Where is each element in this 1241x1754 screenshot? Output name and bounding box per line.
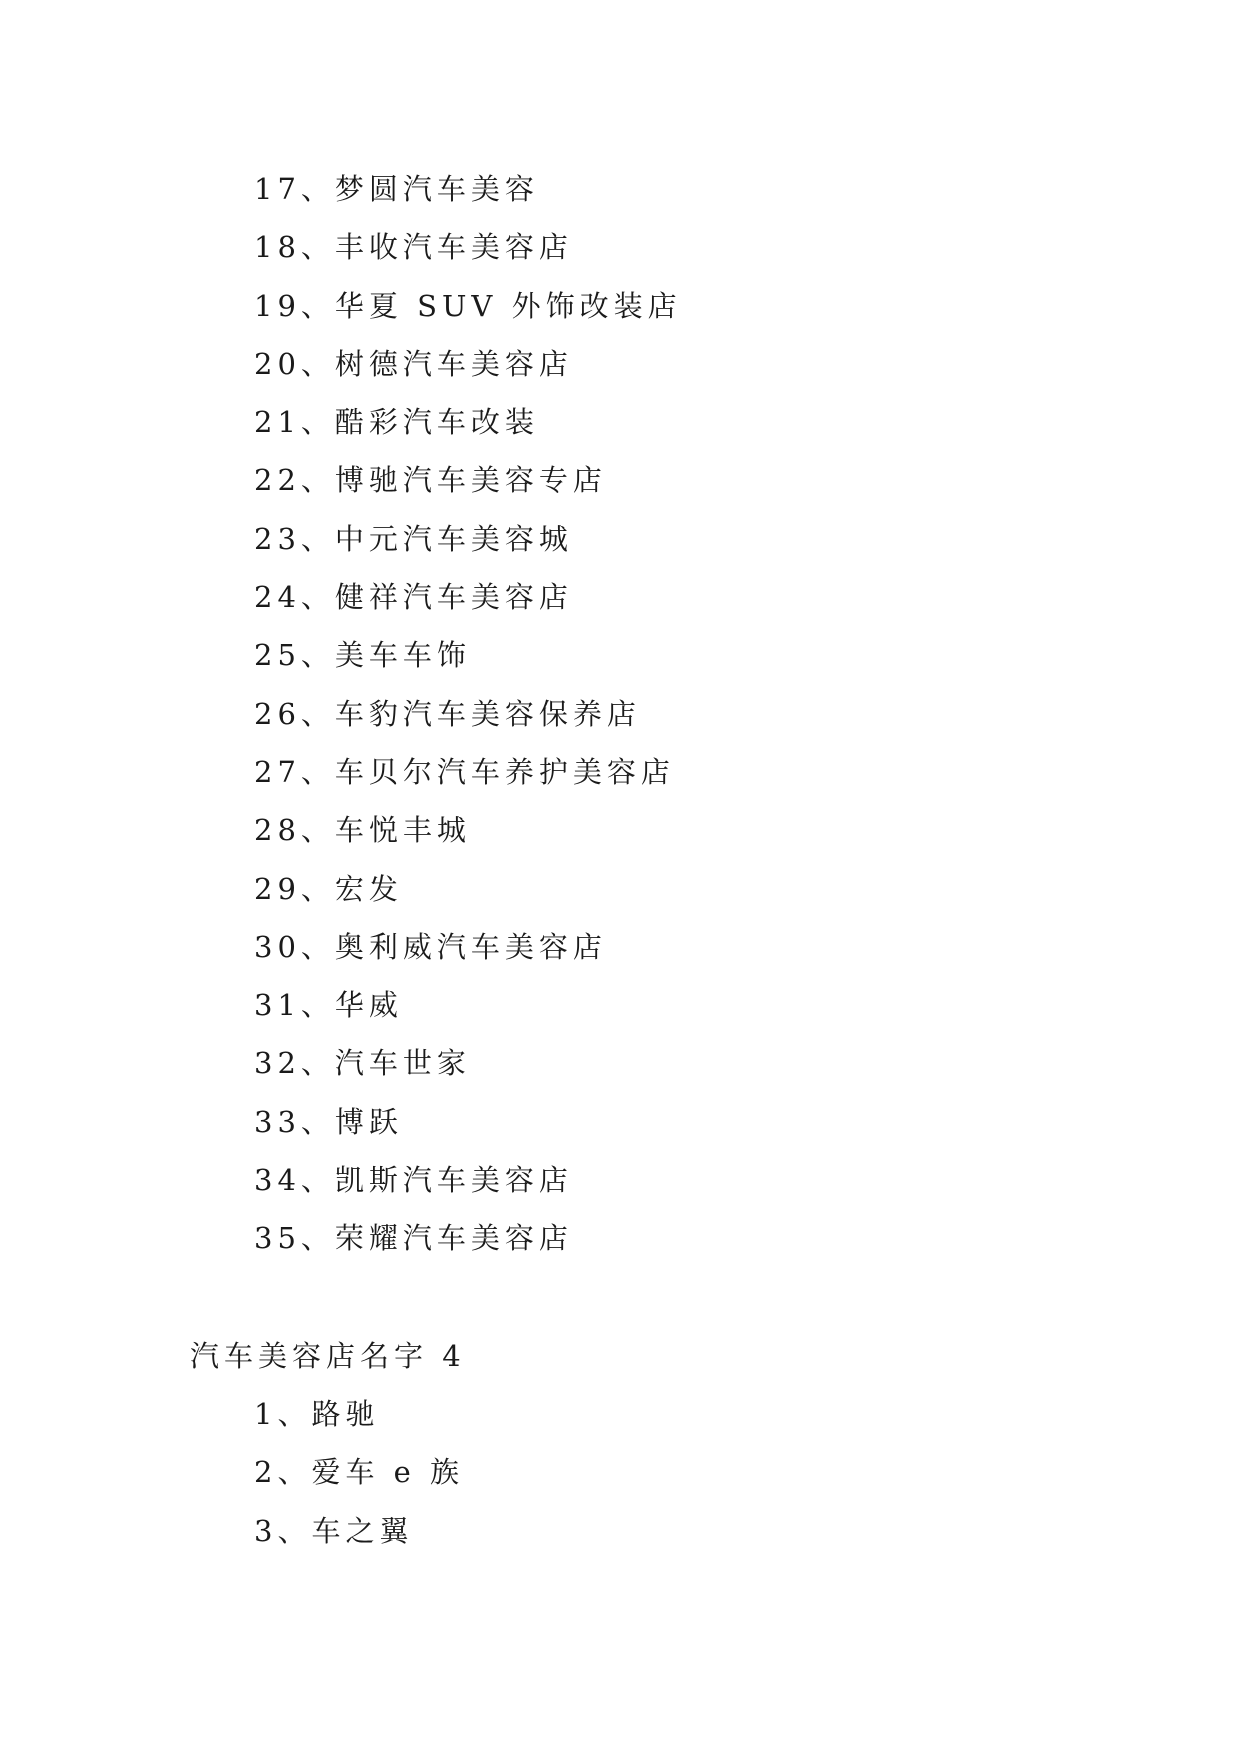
list-item: 32、汽车世家	[254, 1046, 471, 1081]
list-item: 28、车悦丰城	[254, 813, 471, 848]
list-item: 3、车之翼	[254, 1513, 414, 1548]
list-item: 17、梦圆汽车美容	[254, 172, 539, 206]
list-item: 34、凯斯汽车美容店	[254, 1163, 573, 1198]
store-name-list-two	[254, 1385, 464, 1560]
list-item: 30、奥利威汽车美容店	[254, 929, 607, 964]
list-item: 26、车豹汽车美容保养店	[254, 696, 641, 731]
store-name-list	[254, 160, 682, 1268]
list-item: 25、美车车饰	[254, 638, 471, 673]
list-item: 18、丰收汽车美容店	[254, 230, 573, 265]
list-item: 2、爱车 e 族	[254, 1455, 465, 1490]
list-item: 19、华夏 SUV 外饰改装店	[254, 288, 682, 323]
list-item: 22、博驰汽车美容专店	[254, 463, 607, 498]
list-item: 27、车贝尔汽车养护美容店	[254, 754, 675, 789]
list-item: 21、酷彩汽车改装	[254, 405, 539, 440]
list-item: 23、中元汽车美容城	[254, 521, 573, 556]
list-item: 33、博跃	[254, 1104, 403, 1139]
list-item: 29、宏发	[254, 871, 403, 906]
list-item: 1、路驰	[254, 1397, 380, 1431]
list-item: 35、荣耀汽车美容店	[254, 1221, 573, 1256]
section-heading: 汽车美容店名字 4	[190, 1339, 466, 1373]
list-item: 20、树德汽车美容店	[254, 346, 573, 381]
list-item: 24、健祥汽车美容店	[254, 580, 573, 615]
list-item: 31、华威	[254, 988, 403, 1023]
